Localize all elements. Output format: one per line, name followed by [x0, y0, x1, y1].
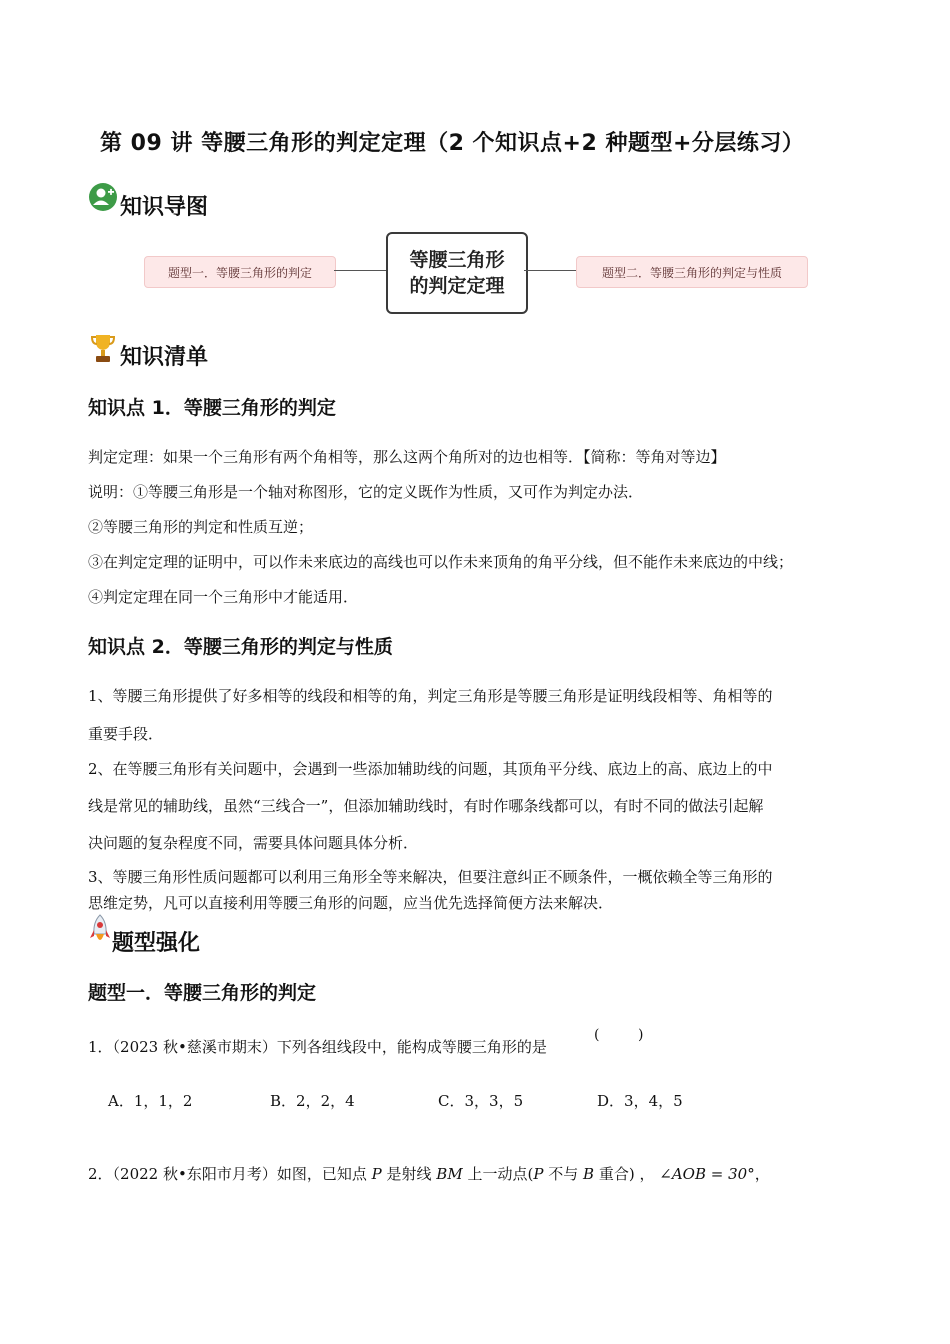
question-1-paren-close: ) — [638, 1027, 644, 1043]
kp1-line: ②等腰三角形的判定和性质互逆； — [88, 518, 314, 536]
kp2-line: 线是常见的辅助线，虽然“三线合一”，但添加辅助线时，有时作哪条线都可以，有时不同的做法引起解 — [88, 797, 764, 815]
trophy-icon — [90, 332, 116, 364]
question-1-option-b: B．2，2，4 — [270, 1092, 355, 1110]
rocket-icon — [88, 914, 112, 948]
kp2-line: 决问题的复杂程度不同，需要具体问题具体分析． — [88, 834, 419, 852]
question-2-stem — [88, 1163, 770, 1184]
q2-var-p: P — [371, 1165, 382, 1183]
mindmap-center-node — [386, 232, 528, 314]
kp2-line: 3、等腰三角形性质问题都可以利用三角形全等来解决，但要注意纠正不顾条件，一概依赖全等三角形的 — [88, 868, 773, 886]
q2-var-p: P — [533, 1165, 544, 1183]
kp2-heading: 知识点 2．等腰三角形的判定与性质 — [88, 636, 393, 658]
question-1-option-d: D．3，4，5 — [597, 1092, 683, 1110]
q2-text: 上一动点 — [467, 1165, 528, 1183]
section-map-heading: 知识导图 — [120, 195, 209, 220]
mindmap-left-node: 题型一．等腰三角形的判定 — [144, 256, 336, 288]
q2-var-bm: BM — [436, 1165, 463, 1183]
q2-tail: ， — [754, 1165, 770, 1183]
kp2-line: 重要手段． — [88, 725, 164, 743]
question-1-stem: 1．（2023 秋•慈溪市期末）下列各组线段中，能构成等腰三角形的是 — [88, 1038, 547, 1056]
q2-var-b: B — [583, 1165, 595, 1183]
kp1-line: ④判定定理在同一个三角形中才能适用． — [88, 588, 359, 606]
kp2-line: 2、在等腰三角形有关问题中，会遇到一些添加辅助线的问题，其顶角平分线、底边上的高、底边上的中 — [88, 760, 773, 778]
user-add-icon — [88, 182, 118, 212]
mindmap-right-connector — [524, 270, 576, 271]
q2-text: 重合 — [598, 1165, 629, 1183]
question-1-option-a: A．1，1，2 — [108, 1092, 193, 1110]
kp2-line: 1、等腰三角形提供了好多相等的线段和相等的角，判定三角形是等腰三角形是证明线段相等、角相等的 — [88, 687, 773, 705]
kp1-line: 说明：①等腰三角形是一个轴对称图形，它的定义既作为性质，又可作为判定办法． — [88, 483, 644, 501]
q2-paren-close: ) — [628, 1165, 635, 1183]
question-1-paren-open: ( — [594, 1027, 600, 1043]
kp1-line: 判定定理：如果一个三角形有两个角相等，那么这两个角所对的边也相等．【简称：等角对等边】 — [88, 448, 726, 466]
q2-text: 是射线 — [386, 1165, 432, 1183]
mindmap-center-line1: 等腰三角形 — [409, 249, 505, 271]
section-list-heading: 知识清单 — [120, 345, 209, 370]
kp1-line: ③在判定定理的证明中，可以作未来底边的高线也可以作未来顶角的角平分线，但不能作未来底边的中线； — [88, 553, 794, 571]
q2-text: 2．（2022 秋•东阳市月考）如图，已知点 — [88, 1165, 367, 1183]
section-practice-heading: 题型强化 — [112, 931, 201, 956]
mindmap-left-connector — [334, 270, 386, 271]
type1-heading: 题型一．等腰三角形的判定 — [88, 982, 317, 1004]
q2-angle: ∠AOB = 30° — [659, 1165, 755, 1183]
q2-sep: ， — [639, 1165, 655, 1183]
q2-text: 不与 — [548, 1165, 579, 1183]
kp1-heading: 知识点 1．等腰三角形的判定 — [88, 397, 336, 419]
q2-paren-open: ( — [527, 1165, 534, 1183]
mindmap-center-line2: 的判定定理 — [409, 275, 505, 297]
page-title: 第 09 讲 等腰三角形的判定定理（2 个知识点+2 种题型+分层练习） — [100, 131, 805, 156]
mindmap-right-node: 题型二．等腰三角形的判定与性质 — [576, 256, 808, 288]
question-1-option-c: C．3，3，5 — [438, 1092, 524, 1110]
kp2-line: 思维定势，凡可以直接利用等腰三角形的问题，应当优先选择简便方法来解决． — [88, 894, 614, 912]
